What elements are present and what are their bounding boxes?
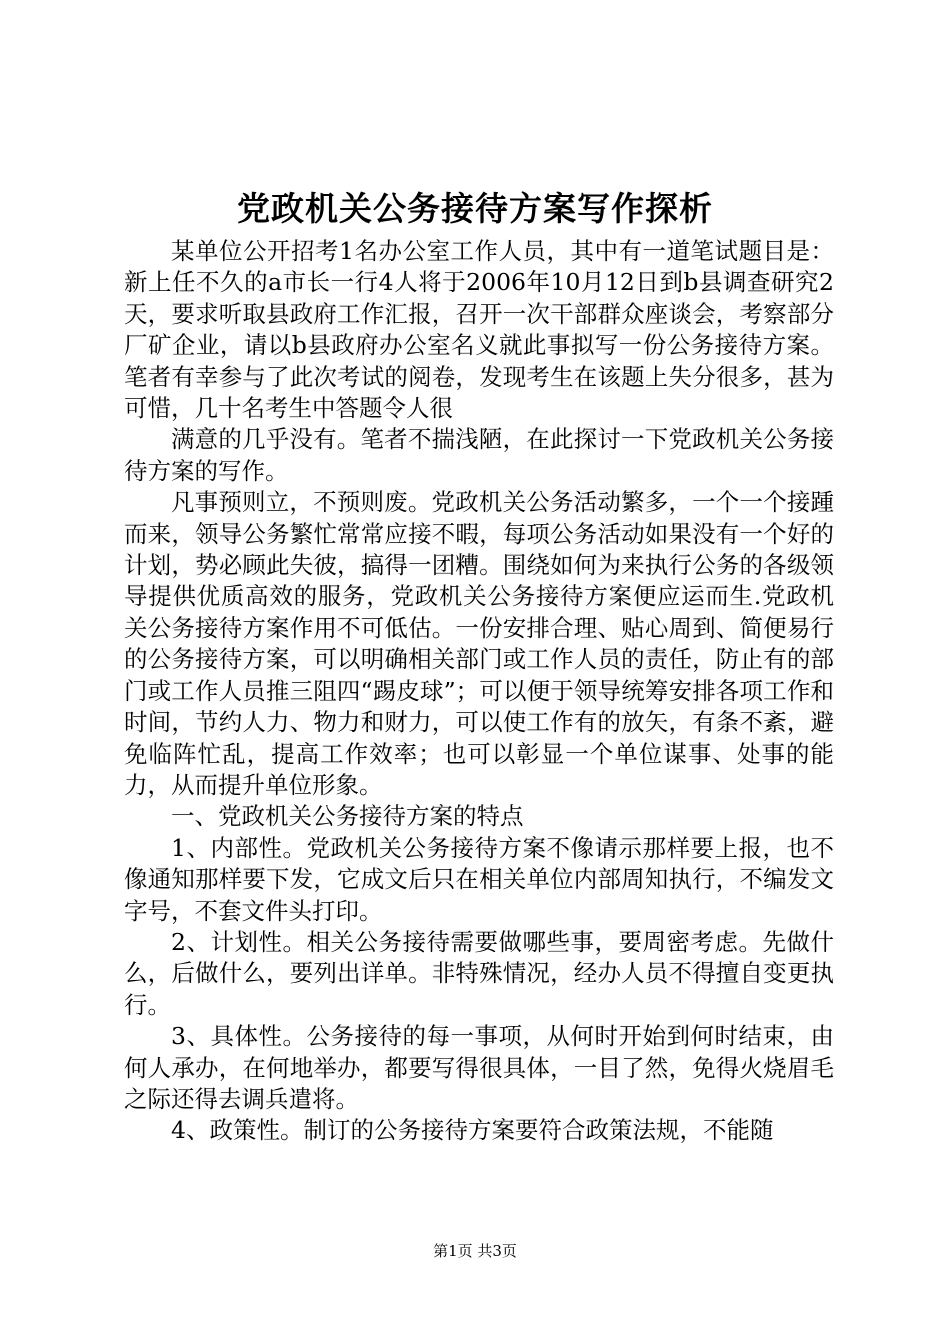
paragraph-purpose: 凡事预则立，不预则废。党政机关公务活动繁多，一个一个接踵而来，领导公务繁忙常常应接不暇，每项公务活动如果没有一个好的计划，势必顾此失彼，搞得一团糟。围绕如何为来执行公务的各级领导提供优质高效的服务，党政机关公务接待方案便应运而生.党政机关公务接待方案作用不可低估。一份安排合理、贴心周到、简便易行的公务接待方案，可以明确相关部门或工作人员的责任，防止有的部门或工作人员推三阻四“踢皮球”；可以便于领导统筹安排各项工作和时间，节约人力、物力和财力，可以使工作有的放矢，有条不紊，避免临阵忙乱，提高工作效率；也可以彰显一个单位谋事、处事的能力，从而提升单位形象。: [124, 488, 834, 799]
paragraph-feature-internal: 1、内部性。党政机关公务接待方案不像请示那样要上报，也不像通知那样要下发，它成文后只在相关单位内部周知执行，不编发文字号，不套文件头打印。: [124, 833, 834, 925]
document-title: 党政机关公务接待方案写作探析: [237, 189, 713, 228]
paragraph-feature-planning: 2、计划性。相关公务接待需要做哪些事，要周密考虑。先做什么，后做什么，要列出详单。非特殊情况，经办人员不得擅自变更执行。: [124, 927, 834, 1019]
paragraph-intro: 某单位公开招考1名办公室工作人员，其中有一道笔试题目是：新上任不久的a市长一行4人将于2006年10月12日到b县调查研究2天，要求听取县政府工作汇报，召开一次干部群众座谈会，考察部分厂矿企业，请以b县政府办公室名义就此事拟写一份公务接待方案。笔者有幸参与了此次考试的阅卷，发现考生在该题上失分很多，甚为可惜，几十名考生中答题令人很: [124, 237, 834, 423]
document-body: [124, 236, 834, 1147]
paragraph-feature-specific: 3、具体性。公务接待的每一事项，从何时开始到何时结束，由何人承办，在何地举办，都要写得很具体，一目了然，免得火烧眉毛之际还得去调兵遣将。: [124, 1022, 834, 1113]
paragraph-feature-policy: 4、政策性。制订的公务接待方案要符合政策法规，不能随: [171, 1116, 774, 1145]
page-number-footer: 第1页 共3页: [433, 1242, 517, 1260]
section-heading-features: 一、党政机关公务接待方案的特点: [171, 802, 524, 831]
paragraph-intro-continued: 满意的几乎没有。笔者不揣浅陋，在此探讨一下党政机关公务接待方案的写作。: [124, 425, 834, 485]
